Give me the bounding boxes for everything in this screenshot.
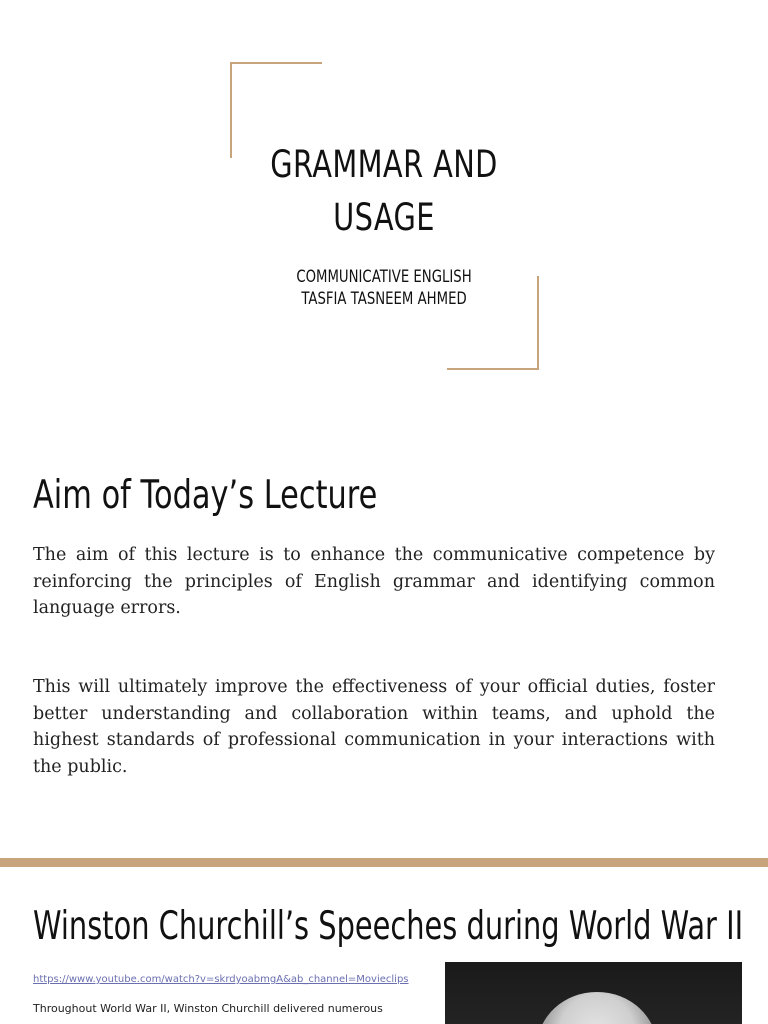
aim-heading: Aim of Today’s Lecture	[33, 473, 378, 518]
video-link[interactable]: https://www.youtube.com/watch?v=skrdyoabmgA&ab_channel=Movieclips	[33, 974, 409, 985]
churchill-heading: Winston Churchill’s Speeches during World War II	[33, 904, 744, 949]
churchill-slide	[0, 867, 768, 1024]
aim-slide	[0, 430, 768, 858]
aim-paragraph-2: This will ultimately improve the effectiveness of your official duties, foster better understanding and collaboration within teams, and uphold the highest standards of professional communication in your interactions with the public.	[33, 677, 715, 777]
churchill-photo	[445, 962, 742, 1024]
slide-title	[240, 138, 527, 244]
churchill-body-text: Throughout World War II, Winston Churchill delivered numerous	[33, 1002, 383, 1015]
title-slide	[0, 0, 768, 430]
subtitle-author: TASFIA TASNEEM AHMED	[301, 289, 467, 309]
subtitle-course: COMMUNICATIVE ENGLISH	[296, 267, 472, 287]
portrait-head-shape	[537, 992, 657, 1024]
slide-subtitle	[240, 266, 527, 310]
aim-paragraph-1: The aim of this lecture is to enhance the communicative competence by reinforcing the principles of English grammar and identifying common language errors.	[33, 545, 715, 618]
slide-title-line-1: GRAMMAR AND	[270, 143, 498, 186]
slide-divider	[0, 858, 768, 867]
slide-title-line-2: USAGE	[333, 196, 435, 239]
